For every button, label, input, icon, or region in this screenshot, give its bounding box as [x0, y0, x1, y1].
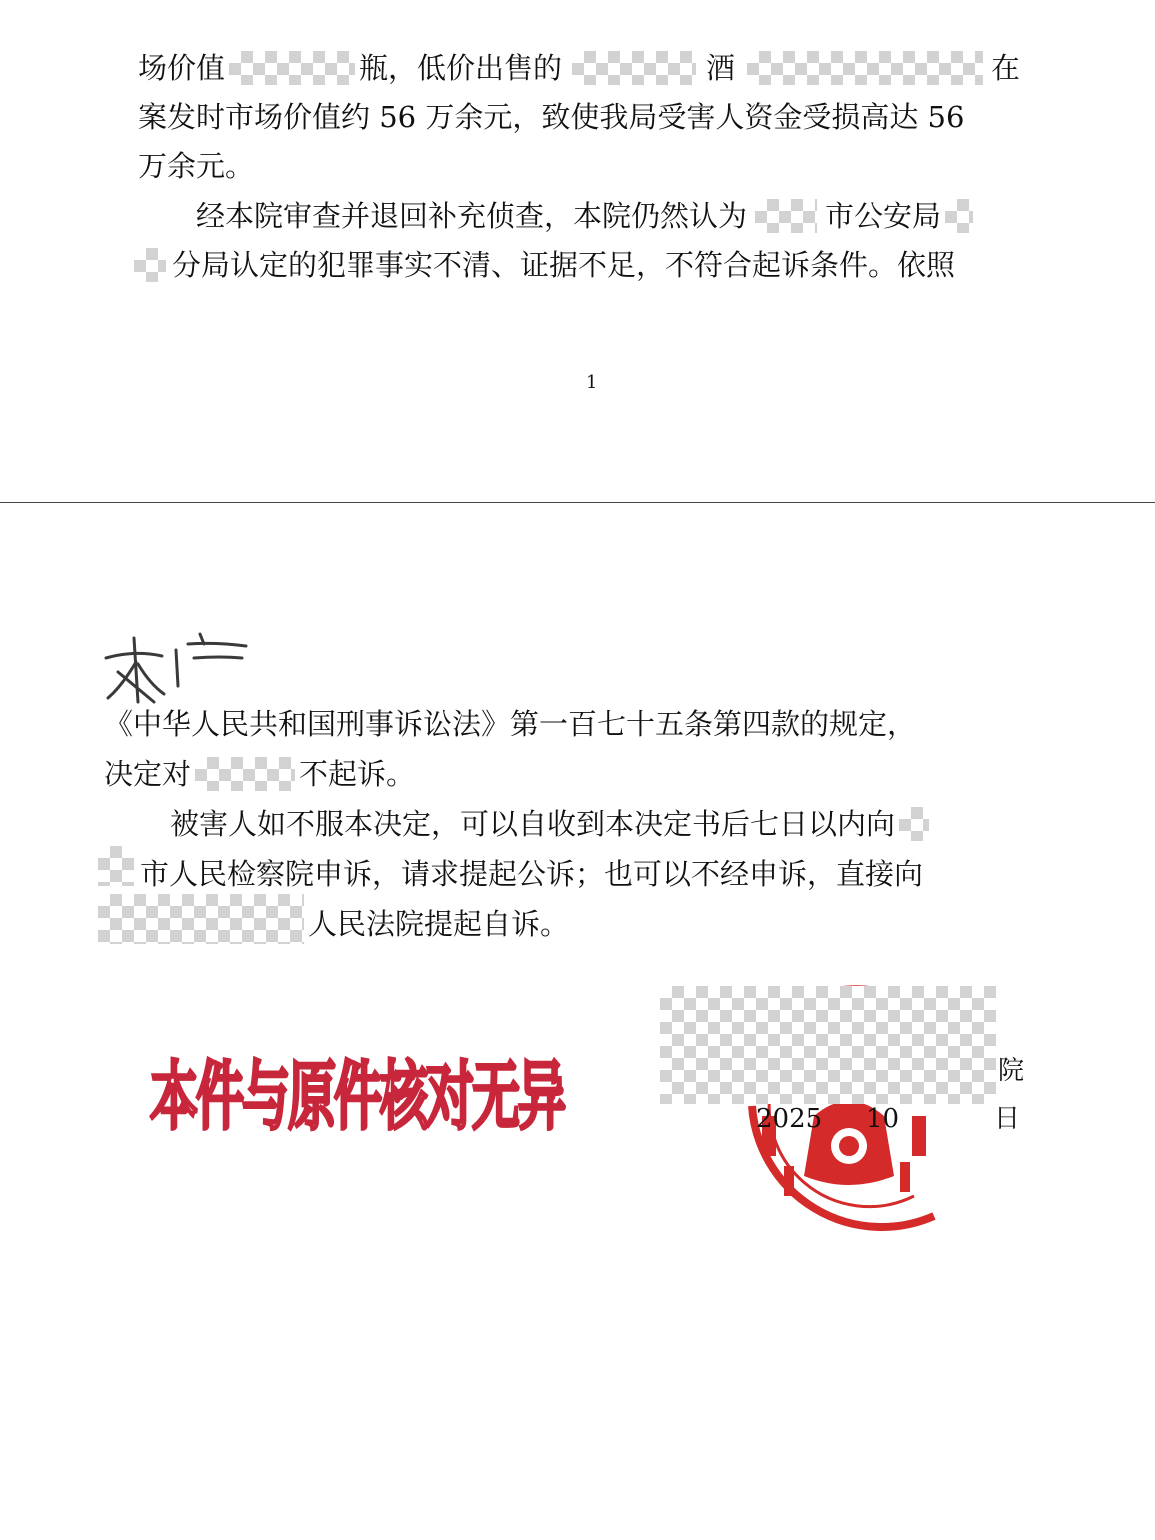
- page2-text: 决定对: [104, 757, 192, 791]
- redaction-block: [945, 199, 973, 233]
- page2-text: 《中华人民共和国刑事诉讼法》第一百七十五条第四款的规定，: [104, 707, 917, 741]
- signoff-day-suffix: 日: [994, 1104, 1021, 1134]
- handwritten-scribble: [104, 628, 254, 708]
- redaction-block: [747, 51, 983, 85]
- signoff-org-suffix: 院: [998, 1056, 1025, 1086]
- page1-text: 案发时市场价值约 56 万余元，致使我局受害人资金受损高达 56: [138, 100, 965, 134]
- page1-text: 经本院审查并退回补充侦查，本院仍然认为: [196, 199, 748, 233]
- redaction-block: [195, 757, 295, 791]
- signoff-month: 10: [866, 1104, 900, 1134]
- page1-text: 分局认定的犯罪事实不清、证据不足，不符合起诉条件。依照: [172, 248, 956, 282]
- page1-text: 在: [991, 51, 1021, 85]
- redaction-block: [229, 51, 355, 85]
- page1-text: 万余元。: [138, 149, 255, 183]
- page2-line-4: [140, 854, 923, 894]
- page1-text: 场价值: [138, 51, 226, 85]
- page1-line-4: [196, 196, 973, 236]
- page2-line-2: [104, 754, 415, 794]
- redaction-block: [660, 986, 996, 1104]
- page2-line-3: [170, 804, 929, 844]
- redaction-block: [98, 894, 304, 944]
- redaction-block: [755, 199, 817, 233]
- page1-text: 酒: [706, 51, 736, 85]
- page1-line-1: [138, 48, 1020, 88]
- page2-text: 人民法院提起自诉。: [308, 907, 570, 941]
- redaction-block: [899, 807, 929, 841]
- signoff-year: 2025: [756, 1104, 823, 1134]
- page1-line-3: [138, 146, 254, 186]
- page2-text: 市人民检察院申诉，请求提起公诉；也可以不经申诉，直接向: [140, 857, 924, 891]
- page2-text: 不起诉。: [299, 757, 416, 791]
- page-divider: [0, 502, 1155, 503]
- page-number: 1: [586, 372, 598, 393]
- page1-line-2: [138, 97, 964, 137]
- page1-text: 市公安局: [825, 199, 942, 233]
- page2-line-1: [104, 704, 916, 744]
- redaction-block: [98, 846, 134, 886]
- page1-line-5: [134, 245, 955, 285]
- redaction-block: [572, 51, 696, 85]
- page2-text: 被害人如不服本决定，可以自收到本决定书后七日以内向: [170, 807, 896, 841]
- certified-copy-stamp: 本件与原件核对无异: [150, 1053, 565, 1141]
- page2-line-5: [308, 904, 569, 944]
- redaction-block: [134, 248, 166, 282]
- page1-text: 瓶，低价出售的: [359, 51, 563, 85]
